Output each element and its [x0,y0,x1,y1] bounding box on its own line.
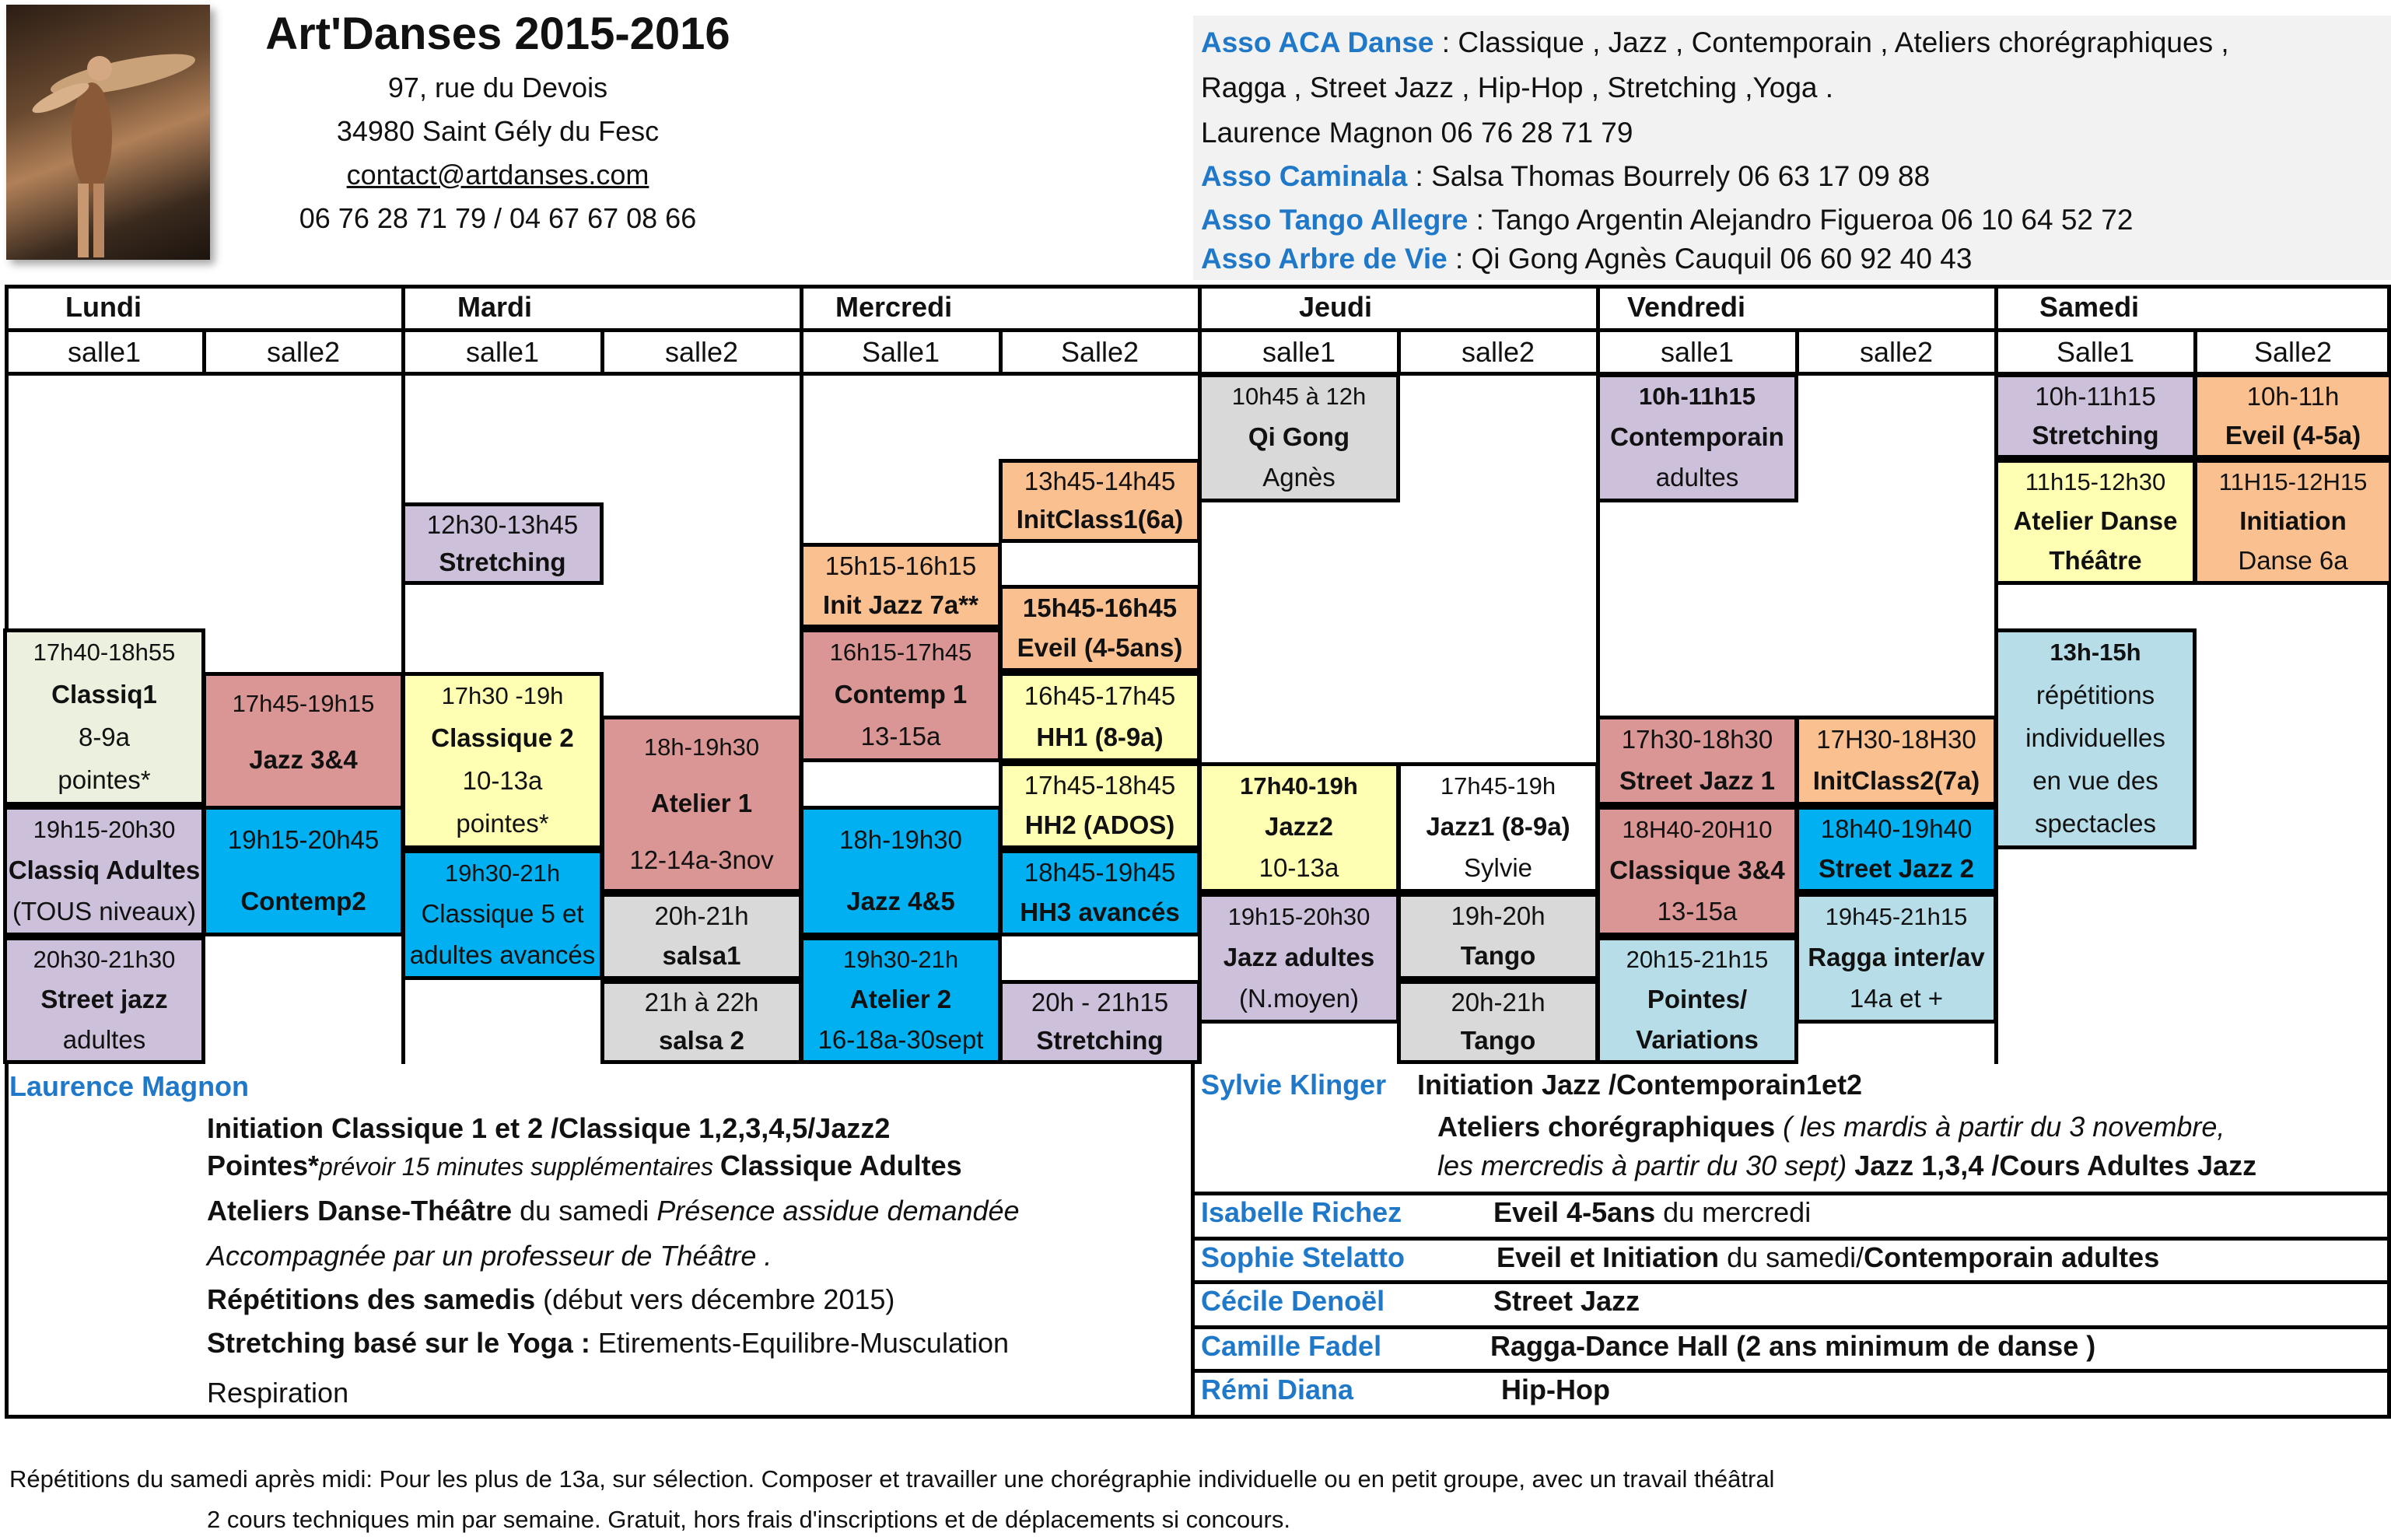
footer-line1: Répétitions du samedi après midi: Pour les plus de 13a, sur sélection. Composer et travailler une chorégraphie individuelle ou en petit groupe, avec un travail théâtral [9,1465,1775,1493]
class-line: Qi Gong [1248,422,1350,451]
class-line: adultes avancés [409,940,596,970]
sylvie-mardis: ( les mardis à partir du 3 novembre, [1775,1111,2225,1143]
class-cell[interactable] [999,980,1201,1064]
laurence-classique-adultes: Classique Adultes [719,1150,962,1181]
laurence-line3 [207,1195,1020,1227]
class-line: 17h40-18h55 [33,639,176,667]
class-line: 20h30-21h30 [33,945,176,973]
class-line: 19h15-20h30 [33,815,176,843]
class-line: Variations [1636,1024,1759,1054]
room-header: Salle2 [1060,336,1139,368]
class-line: 16h45-17h45 [1024,681,1176,711]
class-cell[interactable] [800,806,1002,936]
day-header-jeudi: Jeudi [1299,291,1373,323]
laurence-repetitions: Répétitions des samedis [207,1283,536,1315]
class-line: InitClass1(6a) [1016,505,1184,534]
asso-caminala-name: Asso Caminala [1201,160,1408,192]
cecile-desc: Street Jazz [1493,1285,1640,1317]
class-cell[interactable] [3,806,205,936]
day-header-samedi: Samedi [2039,291,2140,323]
class-line: HH2 (ADOS) [1024,810,1175,840]
day-header-vendredi: Vendredi [1627,291,1746,323]
class-line: 12-14a-3nov [629,845,774,875]
isabelle-mercredi: du mercredi [1655,1196,1812,1228]
asso-aca-contact: Laurence Magnon 06 76 28 71 79 [1201,117,1633,149]
class-cell[interactable] [999,585,1201,672]
class-line: 20h15-21h15 [1626,945,1769,973]
email-text[interactable]: contact@artdanses.com [346,159,649,191]
class-line: adultes [1655,463,1739,492]
teacher-sophie-name: Sophie Stelatto [1201,1241,1406,1273]
class-line: 19h15-20h45 [227,825,380,855]
room-header: salle2 [1461,336,1535,368]
sophie-desc [1497,1241,2159,1274]
class-line: 8-9a [78,723,131,752]
laurence-ateliers: Ateliers Danse-Théâtre [207,1195,513,1227]
class-line: 11H15-12H15 [2218,467,2368,495]
class-line: Atelier 1 [650,788,753,817]
class-cell[interactable] [600,893,803,980]
laurence-debut: (début vers décembre 2015) [535,1283,895,1315]
class-cell[interactable] [1795,893,1997,1024]
class-cell[interactable] [3,628,205,806]
sylvie-ateliers: Ateliers chorégraphiques [1437,1111,1776,1143]
class-line: Jazz 3&4 [249,744,358,774]
remi-desc: Hip-Hop [1501,1374,1610,1405]
class-cell[interactable] [1994,459,2197,585]
class-line: 10h-11h15 [2035,381,2156,411]
class-line: 17h45-19h15 [232,689,375,717]
class-line: Jazz2 [1264,811,1334,841]
class-line: Jazz adultes [1223,942,1375,971]
class-cell[interactable] [600,980,803,1064]
class-line: 20h - 21h15 [1031,988,1169,1017]
room-header: salle1 [67,336,142,368]
divider [1195,1237,2391,1241]
camille-desc: Ragga-Dance Hall (2 ans minimum de danse ) [1490,1330,2096,1362]
class-line: salsa1 [662,941,741,971]
address-city: 34980 Saint Gély du Fesc [336,115,660,147]
class-cell[interactable] [999,762,1201,849]
day-header-lundi: Lundi [65,291,142,323]
class-cell[interactable] [1994,628,2197,849]
sylvie-jazz: Jazz 1,3,4 /Cours Adultes Jazz [1847,1150,2257,1181]
sophie-samedi: du samedi/ [1719,1241,1864,1273]
asso-tango-name: Asso Tango Allegre [1201,204,1469,236]
laurence-etirements: Etirements-Equilibre-Musculation [590,1327,1010,1359]
class-cell[interactable] [1397,893,1599,980]
room-header: salle2 [266,336,341,368]
class-line: Stretching [439,547,566,576]
room-header: salle2 [1859,336,1934,368]
class-cell[interactable] [1596,716,1798,806]
class-line: 11h15-12h30 [2025,467,2166,495]
class-cell[interactable] [1596,936,1798,1064]
class-line: pointes* [456,809,549,838]
asso-arbre-name: Asso Arbre de Vie [1201,243,1448,275]
class-line: Atelier 2 [849,984,952,1013]
asso-arbre [1201,243,1972,275]
class-line: Classique 2 [431,723,574,753]
class-line: Classique 5 et [421,898,584,928]
email-link[interactable] [218,159,778,191]
class-cell[interactable] [999,849,1201,936]
class-line: 14a et + [1849,984,1944,1013]
class-line: 16h15-17h45 [829,639,972,667]
class-line: 17h40-19h [1240,772,1358,800]
class-line: Initiation [2239,506,2347,535]
footer-line2: 2 cours techniques min par semaine. Gratuit, hors frais d'inscriptions et de déplacements si concours. [207,1506,1290,1533]
class-line: Pointes/ [1647,984,1748,1013]
class-line: Eveil (4-5ans) [1017,633,1183,663]
class-cell[interactable] [3,936,205,1064]
class-line: Ragga inter/av [1808,942,1985,971]
class-line: individuelles [2025,723,2165,752]
class-line: Stretching [1036,1026,1164,1055]
class-line: Eveil (4-5a) [2225,420,2361,450]
asso-aca-desc1: : Classique , Jazz , Contemporain , Ateliers chorégraphiques , [1434,26,2229,58]
class-line: pointes* [58,765,151,795]
class-line: 16-18a-30sept [817,1024,984,1054]
class-line: 20h-21h [1451,988,1546,1017]
class-line: Tango [1460,941,1536,971]
page-title: Art'Danses 2015-2016 [265,9,730,59]
laurence-stretching: Stretching basé sur le Yoga : [207,1327,590,1359]
class-line: 17h45-19h [1440,772,1556,800]
class-cell[interactable] [800,936,1002,1064]
class-line: salsa 2 [658,1026,745,1055]
class-cell[interactable] [2193,459,2391,585]
class-line: 17H30-18H30 [1816,725,1976,754]
teacher-camille-name: Camille Fadel [1201,1330,1382,1362]
laurence-presence: Présence assidue demandée [656,1195,1020,1227]
class-line: répétitions [2036,680,2155,709]
class-line: Contemp 1 [834,679,968,709]
room-header: salle1 [1660,336,1735,368]
asso-arbre-desc: : Qi Gong Agnès Cauquil 06 60 92 40 43 [1447,243,1973,275]
laurence-line1: Initiation Classique 1 et 2 /Classique 1,2,3,4,5/Jazz2 [207,1112,891,1144]
teacher-isabelle-name: Isabelle Richez [1201,1196,1402,1228]
sylvie-line2 [1437,1111,2225,1143]
class-line: Tango [1460,1026,1536,1055]
class-line: (N.moyen) [1238,984,1360,1013]
class-line: 17h30 -19h [441,682,564,710]
class-line: spectacles [2035,809,2156,838]
class-line: 15h45-16h45 [1022,593,1178,623]
laurence-samedi: du samedi [512,1195,657,1227]
class-cell[interactable] [1397,762,1599,893]
teacher-laurence-name: Laurence Magnon [9,1070,250,1102]
divider [1195,1369,2391,1373]
class-line: Contemp2 [240,887,366,916]
class-line: Classiq Adultes [8,855,201,884]
class-line: 10-13a [462,766,543,796]
teacher-remi-name: Rémi Diana [1201,1374,1354,1405]
laurence-line6 [207,1327,1009,1360]
sophie-eveil: Eveil et Initiation [1497,1241,1720,1273]
phone-numbers: 06 76 28 71 79 / 04 67 67 08 66 [299,202,697,234]
class-line: Jazz 4&5 [846,887,955,916]
class-line: 10h45 à 12h [1231,383,1367,411]
class-cell[interactable] [999,459,1201,543]
class-cell[interactable] [1198,373,1400,502]
class-cell[interactable] [1795,806,1997,893]
sophie-contemporain: Contemporain adultes [1864,1241,2160,1273]
laurence-line5 [207,1283,894,1316]
day-header-mardi: Mardi [457,291,533,323]
class-line: 21h à 22h [644,988,759,1017]
room-header: Salle1 [2056,336,2135,368]
class-line: adultes [62,1024,146,1054]
class-line: 19h30-21h [842,945,959,973]
class-cell[interactable] [800,543,1002,628]
class-line: 17h30-18h30 [1621,725,1773,754]
class-line: 10-13a [1259,853,1339,883]
class-line: 20h-21h [654,901,749,931]
class-cell[interactable] [1198,762,1400,893]
laurence-pointes-note: prévoir 15 minutes supplémentaires [319,1153,720,1181]
class-cell[interactable] [401,502,604,585]
class-line: 18h40-19h40 [1820,814,1973,844]
class-line: Classique 3&4 [1609,855,1785,884]
laurence-line7: Respiration [207,1377,349,1409]
teacher-cecile-name: Cécile Denoël [1201,1285,1385,1317]
class-line: Danse 6a [2238,546,2348,576]
isabelle-eveil: Eveil 4-5ans [1493,1196,1656,1228]
room-header: salle1 [1262,336,1336,368]
asso-aca-line2: Ragga , Street Jazz , Hip-Hop , Stretching ,Yoga . [1201,72,1834,103]
room-header: Salle2 [2253,336,2333,368]
laurence-line4: Accompagnée par un professeur de Théâtre . [207,1240,772,1272]
asso-tango-desc: : Tango Argentin Alejandro Figueroa 06 10 64 52 72 [1468,204,2134,236]
class-cell[interactable] [600,716,803,893]
asso-aca-name: Asso ACA Danse [1201,26,1434,58]
class-line: Init Jazz 7a** [823,590,978,619]
room-header: salle1 [465,336,540,368]
class-cell[interactable] [1795,716,1997,806]
asso-tango [1201,204,2133,236]
class-line: en vue des [2032,765,2158,795]
class-line: 13-15a [860,722,941,751]
class-line: Atelier Danse [2013,506,2178,535]
dancer-photo [6,5,210,260]
class-line: 13h-15h [2050,639,2141,667]
room-header: salle2 [664,336,739,368]
day-header-mercredi: Mercredi [835,291,953,323]
class-line: Street jazz [40,984,168,1013]
class-line: (TOUS niveaux) [12,897,196,926]
class-line: HH1 (8-9a) [1036,723,1164,752]
class-line: InitClass2(7a) [1812,766,1980,796]
class-line: Sylvie [1463,853,1533,883]
class-cell[interactable] [401,849,604,980]
class-line: HH3 avancés [1020,898,1180,927]
class-line: 18h-19h30 [839,825,962,855]
class-cell[interactable] [401,672,604,849]
asso-aca-line1 [1201,26,2229,59]
class-line: Théâtre [2049,546,2142,576]
room-header: Salle1 [861,336,940,368]
class-line: 15h15-16h15 [824,551,977,580]
class-line: 18h-19h30 [643,733,760,761]
class-cell[interactable] [202,806,404,936]
class-line: Jazz1 (8-9a) [1426,811,1570,841]
class-cell[interactable] [2193,373,2391,459]
sylvie-line3 [1437,1150,2256,1182]
class-line: 18h45-19h45 [1024,858,1176,887]
class-cell[interactable] [1198,893,1400,1024]
divider [1195,1280,2391,1284]
class-line: 19h45-21h15 [1825,902,1968,930]
class-line: 19h30-21h [444,859,561,887]
class-line: 13h45-14h45 [1024,467,1176,496]
address-street: 97, rue du Devois [387,72,608,103]
class-line: Stretching [2032,420,2159,450]
class-line: Agnès [1262,463,1336,492]
class-line: Contemporain [1610,422,1784,451]
class-cell[interactable] [1596,373,1798,502]
class-line: Street Jazz 1 [1619,766,1775,796]
class-cell[interactable] [1994,373,2197,459]
sylvie-line1: Initiation Jazz /Contemporain1et2 [1417,1069,1863,1101]
class-line: 18H40-20H10 [1622,815,1773,843]
class-line: 19h15-20h30 [1227,902,1371,930]
class-line: 17h45-18h45 [1024,771,1176,800]
teacher-sylvie-name: Sylvie Klinger [1201,1069,1387,1101]
laurence-pointes: Pointes* [207,1150,320,1181]
class-line: 13-15a [1657,897,1738,926]
sylvie-mercredis: les mercredis à partir du 30 sept) [1437,1150,1847,1181]
class-line: 19h-20h [1451,901,1546,931]
class-cell[interactable] [1397,980,1599,1064]
asso-caminala [1201,160,1930,193]
class-cell[interactable] [999,672,1201,762]
divider [1195,1192,2391,1195]
class-line: 10h-11h15 [1639,383,1756,411]
class-line: Street Jazz 2 [1819,854,1974,884]
class-line: 10h-11h [2246,381,2340,411]
class-cell[interactable] [800,628,1002,762]
laurence-line2 [207,1150,962,1182]
asso-caminala-desc: : Salsa Thomas Bourrely 06 63 17 09 88 [1407,160,1931,192]
class-line: 12h30-13h45 [426,509,579,539]
divider [1195,1325,2391,1329]
class-cell[interactable] [1596,806,1798,936]
isabelle-desc [1493,1196,1811,1229]
class-line: Classiq1 [51,680,157,709]
